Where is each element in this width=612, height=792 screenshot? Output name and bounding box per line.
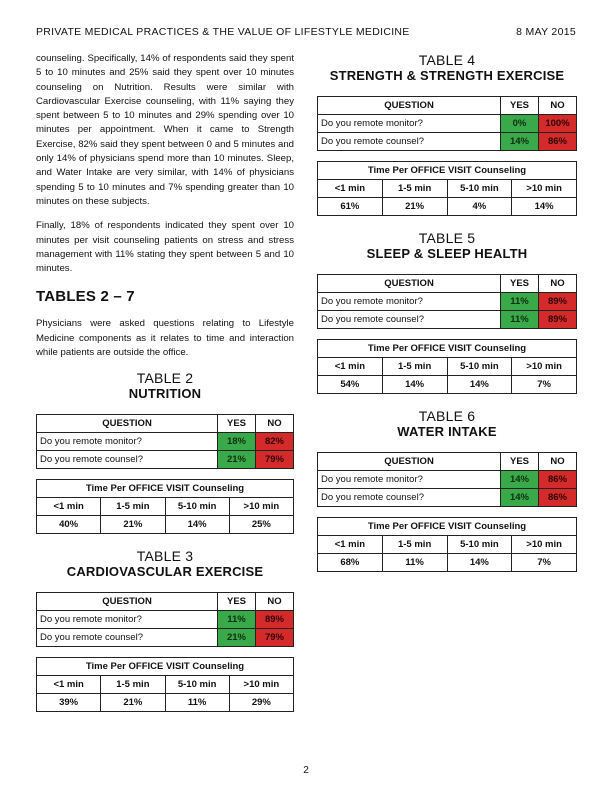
question-counsel: Do you remote counsel? bbox=[37, 629, 218, 647]
time-table-title: Time Per OFFICE VISIT Counseling bbox=[318, 518, 577, 536]
counsel-no-value: 89% bbox=[539, 311, 577, 329]
body-paragraph-2: Finally, 18% of respondents indicated they spent over 10 minutes per visit counseling patients on stress and stress management with 11% stating they spent between 5 and 10 minutes. bbox=[36, 220, 294, 275]
table-title: TABLE 2 bbox=[136, 370, 194, 387]
no-header: NO bbox=[256, 415, 294, 433]
time-table-title-row bbox=[318, 162, 577, 180]
table-4-block bbox=[317, 52, 577, 216]
table-subtitle: SLEEP & SLEEP HEALTH bbox=[366, 246, 528, 261]
question-table bbox=[317, 452, 577, 507]
yes-header: YES bbox=[218, 593, 256, 611]
table-row bbox=[318, 198, 577, 216]
counsel-no-value: 86% bbox=[539, 489, 577, 507]
table-3-block bbox=[36, 548, 294, 712]
question-monitor: Do you remote monitor? bbox=[37, 611, 218, 629]
monitor-no-value: 82% bbox=[256, 433, 294, 451]
table-6-block bbox=[317, 408, 577, 572]
time-table bbox=[317, 161, 577, 216]
question-header: QUESTION bbox=[37, 593, 218, 611]
time-table-header-row bbox=[318, 536, 577, 554]
question-counsel: Do you remote counsel? bbox=[318, 133, 501, 151]
question-monitor: Do you remote monitor? bbox=[318, 293, 501, 311]
time-table-title-row bbox=[318, 340, 577, 358]
time-table bbox=[36, 479, 294, 534]
time-table-title: Time Per OFFICE VISIT Counseling bbox=[37, 480, 294, 498]
monitor-no-value: 86% bbox=[539, 471, 577, 489]
question-table bbox=[317, 274, 577, 329]
time-value: 25% bbox=[229, 516, 293, 534]
time-col-header: <1 min bbox=[37, 498, 101, 516]
time-table-title-row bbox=[37, 480, 294, 498]
monitor-yes-value: 0% bbox=[501, 115, 539, 133]
time-value: 40% bbox=[37, 516, 101, 534]
time-table-header-row bbox=[37, 676, 294, 694]
time-value: 68% bbox=[318, 554, 383, 572]
question-header: QUESTION bbox=[37, 415, 218, 433]
table-subtitle: STRENGTH & STRENGTH EXERCISE bbox=[329, 68, 565, 83]
time-value: 39% bbox=[37, 694, 101, 712]
question-table-header bbox=[37, 415, 294, 433]
table-row bbox=[37, 694, 294, 712]
time-col-header: <1 min bbox=[318, 358, 383, 376]
counsel-yes-value: 21% bbox=[218, 629, 256, 647]
body-paragraph-1: counseling. Specifically, 14% of respondents said they spent 5 to 10 minutes and 25% said they spent over 10 minutes counseling on Nutrition. Results were similar with Cardiovascular Exercise counseling, with 11% saying they spent between 5 to 10 minutes and 29% spending over 10 minutes per appointment. When it came to Strength Exercise, 82% said they spent between 0 and 5 minutes and only 14% of physicians spend more than 10 minutes. Sleep, and Water Intake are very similar, with 14% of physicians spending 5 to 10 minutes and 7% spending greater than 10 minutes on these subjects. bbox=[36, 53, 294, 207]
table-row bbox=[318, 133, 577, 151]
table-5-block bbox=[317, 230, 577, 394]
table-subtitle: CARDIOVASCULAR EXERCISE bbox=[66, 564, 264, 580]
table-row bbox=[318, 471, 577, 489]
section-title: TABLES 2 – 7 bbox=[36, 288, 135, 306]
monitor-yes-value: 14% bbox=[501, 471, 539, 489]
body-paragraph-3: Physicians were asked questions relating to Lifestyle Medicine components as it relates to time and interaction while patients are outside the office. bbox=[36, 318, 294, 359]
yes-header: YES bbox=[501, 97, 539, 115]
time-value: 21% bbox=[101, 516, 165, 534]
question-table-header bbox=[37, 593, 294, 611]
time-value: 7% bbox=[512, 376, 577, 394]
table-row bbox=[318, 293, 577, 311]
question-header: QUESTION bbox=[318, 275, 501, 293]
yes-header: YES bbox=[218, 415, 256, 433]
time-value: 14% bbox=[512, 198, 577, 216]
time-col-header: 1-5 min bbox=[382, 536, 447, 554]
question-table bbox=[36, 414, 294, 469]
time-value: 14% bbox=[447, 554, 512, 572]
counsel-no-value: 86% bbox=[539, 133, 577, 151]
monitor-yes-value: 11% bbox=[501, 293, 539, 311]
no-header: NO bbox=[539, 275, 577, 293]
monitor-no-value: 89% bbox=[256, 611, 294, 629]
time-table bbox=[317, 517, 577, 572]
question-counsel: Do you remote counsel? bbox=[318, 489, 501, 507]
no-header: NO bbox=[539, 453, 577, 471]
time-value: 4% bbox=[447, 198, 512, 216]
time-value: 7% bbox=[512, 554, 577, 572]
counsel-yes-value: 11% bbox=[501, 311, 539, 329]
counsel-no-value: 79% bbox=[256, 629, 294, 647]
time-col-header: 1-5 min bbox=[382, 358, 447, 376]
time-table-title: Time Per OFFICE VISIT Counseling bbox=[318, 162, 577, 180]
time-value: 21% bbox=[382, 198, 447, 216]
question-monitor: Do you remote monitor? bbox=[37, 433, 218, 451]
monitor-no-value: 100% bbox=[539, 115, 577, 133]
question-table-header bbox=[318, 453, 577, 471]
question-table-header bbox=[318, 97, 577, 115]
time-value: 21% bbox=[101, 694, 165, 712]
time-col-header: <1 min bbox=[37, 676, 101, 694]
time-col-header: 5-10 min bbox=[165, 676, 229, 694]
time-table bbox=[317, 339, 577, 394]
table-subtitle: NUTRITION bbox=[128, 386, 202, 402]
table-row bbox=[318, 489, 577, 507]
time-col-header: >10 min bbox=[512, 358, 577, 376]
counsel-yes-value: 14% bbox=[501, 133, 539, 151]
counsel-yes-value: 21% bbox=[218, 451, 256, 469]
time-table-header-row bbox=[318, 358, 577, 376]
question-table-header bbox=[318, 275, 577, 293]
question-table bbox=[36, 592, 294, 647]
question-monitor: Do you remote monitor? bbox=[318, 471, 501, 489]
time-col-header: >10 min bbox=[512, 536, 577, 554]
time-value: 14% bbox=[165, 516, 229, 534]
table-row bbox=[318, 376, 577, 394]
time-table-title-row bbox=[37, 658, 294, 676]
table-row bbox=[37, 629, 294, 647]
time-col-header: 1-5 min bbox=[101, 676, 165, 694]
time-table-header-row bbox=[37, 498, 294, 516]
time-col-header: >10 min bbox=[512, 180, 577, 198]
table-subtitle: WATER INTAKE bbox=[397, 424, 497, 439]
time-value: 29% bbox=[229, 694, 293, 712]
question-monitor: Do you remote monitor? bbox=[318, 115, 501, 133]
no-header: NO bbox=[256, 593, 294, 611]
question-table bbox=[317, 96, 577, 151]
time-value: 11% bbox=[165, 694, 229, 712]
table-title: TABLE 6 bbox=[418, 408, 476, 424]
running-header-title: PRIVATE MEDICAL PRACTICES & THE VALUE OF LIFESTYLE MEDICINE bbox=[36, 26, 410, 38]
time-value: 11% bbox=[382, 554, 447, 572]
question-counsel: Do you remote counsel? bbox=[318, 311, 501, 329]
page-number: 2 bbox=[303, 765, 309, 776]
no-header: NO bbox=[539, 97, 577, 115]
yes-header: YES bbox=[501, 453, 539, 471]
monitor-yes-value: 11% bbox=[218, 611, 256, 629]
counsel-yes-value: 14% bbox=[501, 489, 539, 507]
time-table-title: Time Per OFFICE VISIT Counseling bbox=[37, 658, 294, 676]
time-col-header: <1 min bbox=[318, 180, 383, 198]
table-row bbox=[37, 516, 294, 534]
time-col-header: 5-10 min bbox=[447, 358, 512, 376]
table-title: TABLE 3 bbox=[136, 548, 194, 565]
time-col-header: 5-10 min bbox=[447, 536, 512, 554]
table-title: TABLE 4 bbox=[418, 52, 476, 68]
time-col-header: >10 min bbox=[229, 676, 293, 694]
table-title: TABLE 5 bbox=[418, 230, 476, 246]
counsel-no-value: 79% bbox=[256, 451, 294, 469]
monitor-yes-value: 18% bbox=[218, 433, 256, 451]
time-table-title: Time Per OFFICE VISIT Counseling bbox=[318, 340, 577, 358]
time-value: 61% bbox=[318, 198, 383, 216]
yes-header: YES bbox=[501, 275, 539, 293]
time-table-title-row bbox=[318, 518, 577, 536]
running-header-date: 8 MAY 2015 bbox=[516, 26, 576, 38]
table-row bbox=[37, 451, 294, 469]
right-column bbox=[317, 52, 577, 586]
time-col-header: <1 min bbox=[318, 536, 383, 554]
table-row bbox=[318, 311, 577, 329]
question-counsel: Do you remote counsel? bbox=[37, 451, 218, 469]
time-value: 14% bbox=[447, 376, 512, 394]
time-col-header: 5-10 min bbox=[165, 498, 229, 516]
time-col-header: >10 min bbox=[229, 498, 293, 516]
table-row bbox=[37, 611, 294, 629]
table-row bbox=[318, 554, 577, 572]
time-col-header: 1-5 min bbox=[382, 180, 447, 198]
time-col-header: 1-5 min bbox=[101, 498, 165, 516]
time-value: 54% bbox=[318, 376, 383, 394]
time-value: 14% bbox=[382, 376, 447, 394]
question-header: QUESTION bbox=[318, 97, 501, 115]
time-table-header-row bbox=[318, 180, 577, 198]
monitor-no-value: 89% bbox=[539, 293, 577, 311]
left-column bbox=[36, 52, 294, 726]
table-2-block bbox=[36, 370, 294, 534]
time-col-header: 5-10 min bbox=[447, 180, 512, 198]
time-table bbox=[36, 657, 294, 712]
table-row bbox=[318, 115, 577, 133]
question-header: QUESTION bbox=[318, 453, 501, 471]
table-row bbox=[37, 433, 294, 451]
